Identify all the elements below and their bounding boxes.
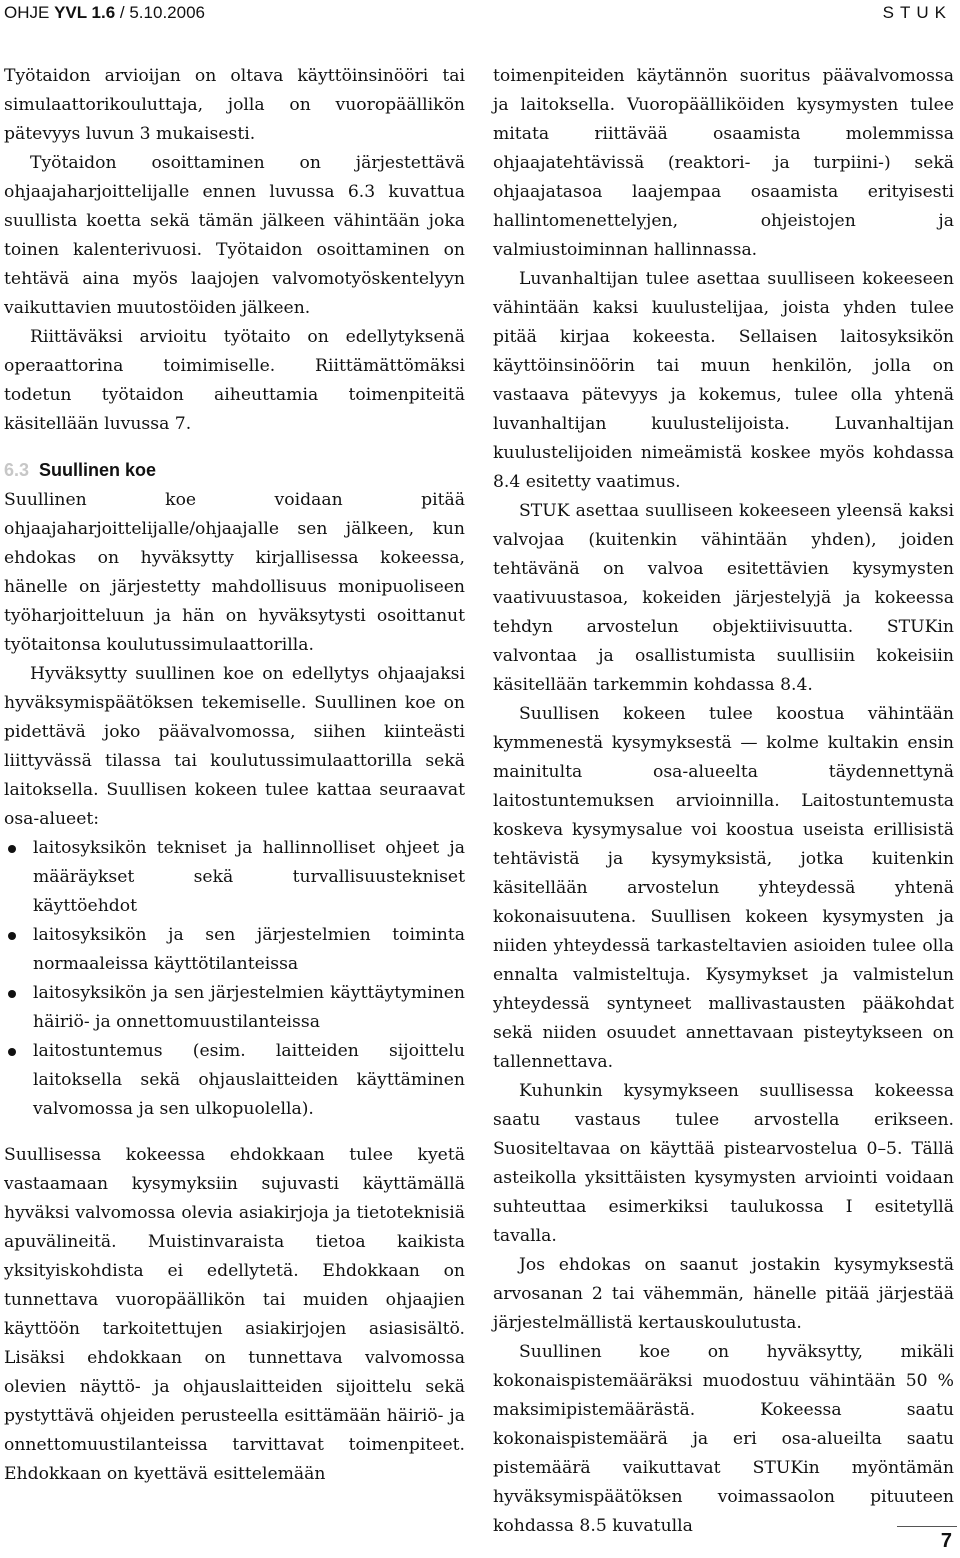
- section-number: 6.3: [4, 460, 30, 480]
- paragraph: toimenpiteiden käytännön suoritus päävalvomossa ja laitoksella. Vuoropäälliköiden kysymysten tulee mitata riittävää osaamista molemmissa ohjaajatehtävissä (reaktori- ja turpiini-) sekä ohjaajatasoa laajempaa osaamista erityisesti hallintomenettelyjen, ohjeistojen ja valmiustoiminnan hallinnassa.: [493, 66, 954, 260]
- bullet-list: [4, 834, 465, 1124]
- list-item: laitostuntemus (esim. laitteiden sijoittelu laitoksella sekä ohjauslaitteiden käyttäminen valvomossa ja sen ulkopuolella).: [4, 1037, 465, 1124]
- paragraph: Suullinen koe voidaan pitää ohjaajaharjoittelijalle/ohjaajalle sen jälkeen, kun ehdokas on hyväksytty kirjallisessa kokeessa, hänelle on järjestetty mahdollisuus monipuoliseen työharjoitteluun ja hän on hyväksytysti osoittanut työtaitonsa koulutussimulaattorilla.: [4, 490, 465, 655]
- footer-rule: [897, 1526, 957, 1527]
- page-number: 7: [940, 1530, 952, 1552]
- paragraph: Työtaidon osoittaminen on järjestettävä ohjaajaharjoittelijalle ennen luvussa 6.3 kuvattua suullista koetta sekä tämän jälkeen vähintään joka toinen kalenterivuosi. Työtaidon osoittaminen on tehtävä aina myös laajojen valvomotyöskentelyyn vaikuttavien muutostöiden jälkeen.: [4, 153, 465, 318]
- header-organization: STUK: [882, 3, 952, 22]
- paragraph: Hyväksytty suullinen koe on edellytys ohjaajaksi hyväksymispäätöksen tekemiselle. Suullinen koe on pidettävä joko päävalvomossa, siihen kiinteästi liittyvässä tilassa tai koulutussimulaattorilla sekä laitoksella. Suullisen kokeen tulee kattaa seuraavat osa-alueet:: [4, 664, 465, 829]
- list-item: laitosyksikön tekniset ja hallinnolliset ohjeet ja määräykset sekä turvallisuustekniset käyttöehdot: [4, 834, 465, 921]
- header-document-id: OHJE YVL 1.6 / 5.10.2006: [4, 3, 205, 22]
- paragraph: Työtaidon arvioijan on oltava käyttöinsinööri tai simulaattorikouluttaja, jolla on vuoropäällikön pätevyys luvun 3 mukaisesti.: [4, 66, 465, 144]
- list-item: laitosyksikön ja sen järjestelmien toiminta normaaleissa käyttötilanteissa: [4, 921, 465, 979]
- left-column: [4, 62, 465, 1489]
- paragraph: STUK asettaa suulliseen kokeeseen yleensä kaksi valvojaa (kuitenkin vähintään yhden), joiden tehtävänä on valvoa esitettävien kysymysten vaativuustasoa, kokeiden järjestelyjä ja kokeessa tehdyn arvostelun objektiivisuutta. STUKin valvontaa ja osallistumista suullisiin kokeisiin käsitellään tarkemmin kohdassa 8.4.: [493, 501, 954, 695]
- section-heading: [4, 454, 465, 486]
- page-header: [0, 0, 960, 28]
- paragraph: Suullinen koe on hyväksytty, mikäli kokonaispistemääräksi muodostuu vähintään 50 % maksimipistemäärästä. Kokeessa saatu kokonaispistemäärä ja eri osa-alueilta saatu pistemäärä vaikuttavat STUKin myöntämän hyväksymispäätöksen voimassaolon pituuteen kohdassa 8.5 kuvatulla: [493, 1342, 954, 1536]
- paragraph: Suullisessa kokeessa ehdokkaan tulee kyetä vastaamaan kysymyksiin sujuvasti käyttämällä hyväksi valvomossa olevia asiakirjoja ja tietoteknisiä apuvälineitä. Muistinvaraista tietoa kaikista yksityiskohdista ei edellytetä. Ehdokkaan on tunnettava vuoropäällikön tai muiden ohjaajien käyttöön tarkoitettujen asiakirjojen asiasisältö. Lisäksi ehdokkaan on tunnettava valvomossa olevien näyttö- ja ohjauslaitteiden sijoittelu sekä pystyttävä ohjeiden perusteella esittämään häiriö- ja onnettomuustilanteissa tarvittavat toimenpiteet. Ehdokkaan on kyettävä esittelemään: [4, 1145, 465, 1484]
- paragraph: Kuhunkin kysymykseen suullisessa kokeessa saatu vastaus tulee arvostella erikseen. Suositeltavaa on käyttää pistearvostelua 0–5. Tällä asteikolla yksittäisten kysymysten arviointi voidaan suhteuttaa esimerkiksi taulukossa I esitetyllä tavalla.: [493, 1081, 954, 1246]
- paragraph: Jos ehdokas on saanut jostakin kysymyksestä arvosanan 2 tai vähemmän, hänelle pitää järjestää järjestelmällistä kertauskoulutusta.: [493, 1255, 954, 1333]
- paragraph: Luvanhaltijan tulee asettaa suulliseen kokeeseen vähintään kaksi kuulustelijaa, joista yhden tulee pitää kirjaa kokeesta. Sellaisen laitosyksikön käyttöinsinöörin tai muun henkilön, jolla on vastaava pätevyys ja kokemus, tulee olla yhtenä luvanhaltijan kuulustelijoista. Luvanhaltijan kuulustelijoiden nimeämistä koskee myös kohdassa 8.4 esitetty vaatimus.: [493, 269, 954, 492]
- paragraph: Riittäväksi arvioitu työtaito on edellytyksenä operaattorina toimimiselle. Riittämättömäksi todetun työtaidon aiheuttamia toimenpiteitä käsitellään luvussa 7.: [4, 327, 465, 434]
- section-title: Suullinen koe: [39, 460, 157, 480]
- right-column: [493, 62, 954, 1541]
- list-item: laitosyksikön ja sen järjestelmien käyttäytyminen häiriö- ja onnettomuustilanteissa: [4, 979, 465, 1037]
- paragraph: Suullisen kokeen tulee koostua vähintään kymmenestä kysymyksestä — kolme kultakin ensin mainitulta osa-alueelta täydennettynä laitostuntemuksen arvioinnilla. Laitostuntemusta koskeva kysymysalue voi koostua useista erillisistä tehtävistä ja kysymyksistä, jotka kuitenkin käsitellään arvostelun yhteydessä yhtenä kokonaisuutena. Suullisen kokeen kysymysten ja niiden yhteydessä tarkasteltavien asioiden tulee olla ennalta valmisteltuja. Kysymykset ja valmistelun yhteydessä syntyneet mallivastausten pääkohdat sekä niiden osuudet annettavaan pisteytykseen on tallennettava.: [493, 704, 954, 1072]
